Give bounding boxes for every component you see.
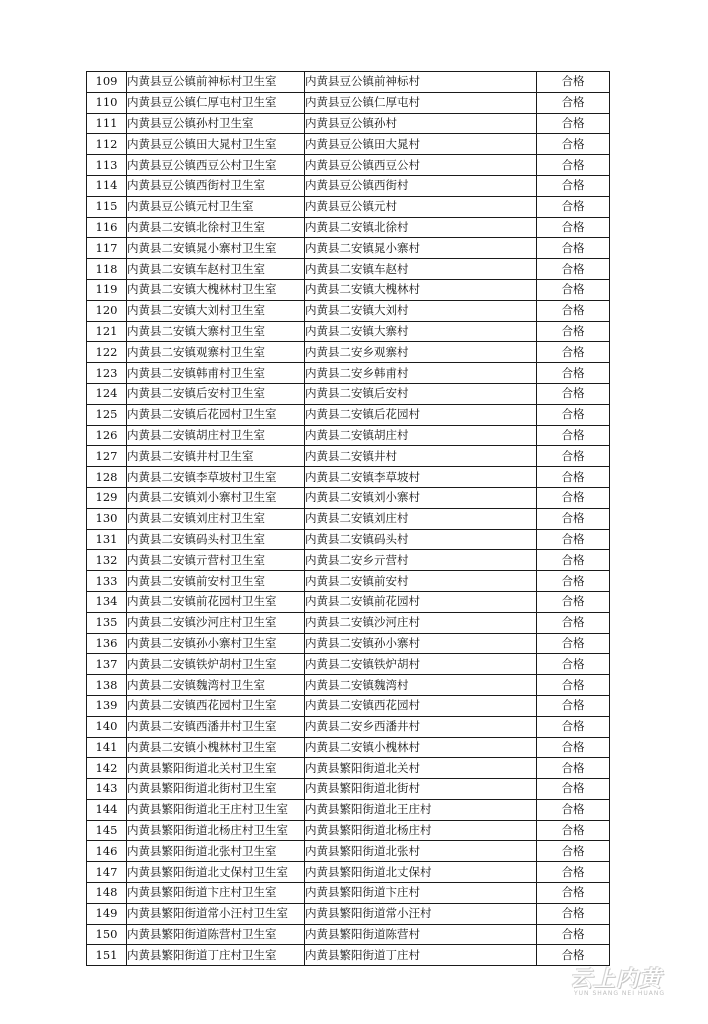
clinic-name-cell: 内黄县繁阳街道常小汪村卫生室: [127, 903, 305, 924]
result-cell: 合格: [537, 92, 610, 113]
clinic-address-cell: 内黄县豆公镇孙村: [305, 113, 537, 134]
table-row: [87, 820, 610, 841]
row-number-cell: 151: [87, 945, 127, 966]
row-number-cell: 150: [87, 924, 127, 945]
clinic-name-cell: 内黄县二安镇西潘井村卫生室: [127, 716, 305, 737]
clinic-name-cell: 内黄县二安镇北徐村卫生室: [127, 217, 305, 238]
clinic-name-cell: 内黄县二安镇刘庄村卫生室: [127, 508, 305, 529]
result-cell: 合格: [537, 716, 610, 737]
row-number-cell: 126: [87, 425, 127, 446]
row-number-cell: 134: [87, 591, 127, 612]
result-cell: 合格: [537, 342, 610, 363]
result-cell: 合格: [537, 467, 610, 488]
clinic-address-cell: 内黄县二安乡观寨村: [305, 342, 537, 363]
clinic-address-cell: 内黄县二安镇井村: [305, 446, 537, 467]
result-cell: 合格: [537, 72, 610, 93]
result-cell: 合格: [537, 550, 610, 571]
row-number-cell: 120: [87, 300, 127, 321]
table-row: [87, 155, 610, 176]
result-cell: 合格: [537, 737, 610, 758]
result-cell: 合格: [537, 571, 610, 592]
watermark-subtitle: YUN SHANG NEI HUANG: [574, 990, 666, 997]
row-number-cell: 112: [87, 134, 127, 155]
clinic-address-cell: 内黄县二安镇刘庄村: [305, 508, 537, 529]
result-cell: 合格: [537, 279, 610, 300]
clinic-name-cell: 内黄县二安镇井村卫生室: [127, 446, 305, 467]
clinic-address-cell: 内黄县二安镇后安村: [305, 383, 537, 404]
result-cell: 合格: [537, 633, 610, 654]
row-number-cell: 124: [87, 383, 127, 404]
table-row: [87, 363, 610, 384]
row-number-cell: 147: [87, 862, 127, 883]
clinic-address-cell: 内黄县繁阳街道卞庄村: [305, 883, 537, 904]
clinic-name-cell: 内黄县豆公镇前神标村卫生室: [127, 72, 305, 93]
result-cell: 合格: [537, 945, 610, 966]
clinic-address-cell: 内黄县二安镇前花园村: [305, 591, 537, 612]
clinic-address-cell: 内黄县二安镇晁小寨村: [305, 238, 537, 259]
result-cell: 合格: [537, 903, 610, 924]
clinic-address-cell: 内黄县二安镇车赵村: [305, 259, 537, 280]
table-row: [87, 862, 610, 883]
row-number-cell: 132: [87, 550, 127, 571]
result-cell: 合格: [537, 383, 610, 404]
result-cell: 合格: [537, 113, 610, 134]
result-cell: 合格: [537, 155, 610, 176]
table-row: [87, 591, 610, 612]
table-row: [87, 72, 610, 93]
clinic-name-cell: 内黄县豆公镇西街村卫生室: [127, 175, 305, 196]
clinic-address-cell: 内黄县二安镇孙小寨村: [305, 633, 537, 654]
row-number-cell: 128: [87, 467, 127, 488]
result-cell: 合格: [537, 300, 610, 321]
table-row: [87, 945, 610, 966]
clinic-address-cell: 内黄县二安镇前安村: [305, 571, 537, 592]
clinic-name-cell: 内黄县豆公镇孙村卫生室: [127, 113, 305, 134]
table-row: [87, 134, 610, 155]
table-row: [87, 550, 610, 571]
result-cell: 合格: [537, 675, 610, 696]
row-number-cell: 144: [87, 799, 127, 820]
clinic-address-cell: 内黄县二安镇码头村: [305, 529, 537, 550]
clinic-address-cell: 内黄县二安镇西花园村: [305, 695, 537, 716]
clinic-name-cell: 内黄县二安镇码头村卫生室: [127, 529, 305, 550]
result-cell: 合格: [537, 238, 610, 259]
clinic-name-cell: 内黄县豆公镇西豆公村卫生室: [127, 155, 305, 176]
clinic-name-cell: 内黄县繁阳街道陈营村卫生室: [127, 924, 305, 945]
table-row: [87, 737, 610, 758]
clinic-name-cell: 内黄县二安镇晁小寨村卫生室: [127, 238, 305, 259]
clinic-address-cell: 内黄县二安乡亓营村: [305, 550, 537, 571]
clinic-address-cell: 内黄县豆公镇前神标村: [305, 72, 537, 93]
clinic-name-cell: 内黄县繁阳街道卞庄村卫生室: [127, 883, 305, 904]
clinic-address-cell: 内黄县二安镇小槐林村: [305, 737, 537, 758]
row-number-cell: 116: [87, 217, 127, 238]
clinic-address-cell: 内黄县二安镇后花园村: [305, 404, 537, 425]
row-number-cell: 133: [87, 571, 127, 592]
result-cell: 合格: [537, 799, 610, 820]
table-row: [87, 924, 610, 945]
table-row: [87, 675, 610, 696]
row-number-cell: 130: [87, 508, 127, 529]
row-number-cell: 117: [87, 238, 127, 259]
table-row: [87, 654, 610, 675]
table-row: [87, 279, 610, 300]
table-row: [87, 633, 610, 654]
watermark-title: 云上内黄: [570, 967, 663, 992]
clinic-address-cell: 内黄县繁阳街道陈营村: [305, 924, 537, 945]
clinic-name-cell: 内黄县豆公镇元村卫生室: [127, 196, 305, 217]
table-row: [87, 404, 610, 425]
result-cell: 合格: [537, 404, 610, 425]
row-number-cell: 143: [87, 779, 127, 800]
result-cell: 合格: [537, 196, 610, 217]
row-number-cell: 135: [87, 612, 127, 633]
row-number-cell: 145: [87, 820, 127, 841]
result-cell: 合格: [537, 175, 610, 196]
clinic-address-cell: 内黄县二安镇铁炉胡村: [305, 654, 537, 675]
row-number-cell: 148: [87, 883, 127, 904]
clinic-address-cell: 内黄县繁阳街道北王庄村: [305, 799, 537, 820]
table-row: [87, 758, 610, 779]
row-number-cell: 122: [87, 342, 127, 363]
row-number-cell: 127: [87, 446, 127, 467]
clinic-address-cell: 内黄县二安镇胡庄村: [305, 425, 537, 446]
clinic-address-cell: 内黄县繁阳街道丁庄村: [305, 945, 537, 966]
clinic-address-cell: 内黄县豆公镇西豆公村: [305, 155, 537, 176]
table-row: [87, 92, 610, 113]
clinic-name-cell: 内黄县繁阳街道北关村卫生室: [127, 758, 305, 779]
clinic-address-cell: 内黄县二安镇大刘村: [305, 300, 537, 321]
clinic-name-cell: 内黄县二安镇李草坡村卫生室: [127, 467, 305, 488]
clinic-address-cell: 内黄县繁阳街道北杨庄村: [305, 820, 537, 841]
row-number-cell: 138: [87, 675, 127, 696]
result-cell: 合格: [537, 134, 610, 155]
table-row: [87, 238, 610, 259]
table-row: [87, 799, 610, 820]
clinic-name-cell: 内黄县二安镇大刘村卫生室: [127, 300, 305, 321]
row-number-cell: 110: [87, 92, 127, 113]
result-cell: 合格: [537, 758, 610, 779]
row-number-cell: 140: [87, 716, 127, 737]
watermark-logo: [570, 962, 680, 1006]
clinic-address-cell: 内黄县繁阳街道北关村: [305, 758, 537, 779]
result-cell: 合格: [537, 217, 610, 238]
table-body: [87, 72, 610, 966]
clinic-name-cell: 内黄县繁阳街道北街村卫生室: [127, 779, 305, 800]
table-row: [87, 695, 610, 716]
row-number-cell: 115: [87, 196, 127, 217]
clinic-name-cell: 内黄县二安镇车赵村卫生室: [127, 259, 305, 280]
table-row: [87, 571, 610, 592]
table-row: [87, 259, 610, 280]
result-cell: 合格: [537, 841, 610, 862]
result-cell: 合格: [537, 883, 610, 904]
clinic-address-cell: 内黄县豆公镇田大晁村: [305, 134, 537, 155]
clinic-name-cell: 内黄县二安镇魏湾村卫生室: [127, 675, 305, 696]
table-row: [87, 321, 610, 342]
result-cell: 合格: [537, 363, 610, 384]
clinic-address-cell: 内黄县豆公镇仁厚屯村: [305, 92, 537, 113]
clinic-name-cell: 内黄县二安镇沙河庄村卫生室: [127, 612, 305, 633]
row-number-cell: 125: [87, 404, 127, 425]
table-row: [87, 467, 610, 488]
row-number-cell: 111: [87, 113, 127, 134]
table-row: [87, 487, 610, 508]
clinic-name-cell: 内黄县繁阳街道北丈保村卫生室: [127, 862, 305, 883]
clinic-address-cell: 内黄县二安镇大槐林村: [305, 279, 537, 300]
clinic-name-cell: 内黄县二安镇后花园村卫生室: [127, 404, 305, 425]
table-row: [87, 508, 610, 529]
clinic-name-cell: 内黄县二安镇观寨村卫生室: [127, 342, 305, 363]
clinic-name-cell: 内黄县繁阳街道北张村卫生室: [127, 841, 305, 862]
clinic-name-cell: 内黄县繁阳街道丁庄村卫生室: [127, 945, 305, 966]
clinic-address-cell: 内黄县二安镇北徐村: [305, 217, 537, 238]
clinic-address-cell: 内黄县豆公镇西街村: [305, 175, 537, 196]
clinic-name-cell: 内黄县二安镇铁炉胡村卫生室: [127, 654, 305, 675]
result-cell: 合格: [537, 508, 610, 529]
table-row: [87, 841, 610, 862]
clinic-inspection-table: [86, 71, 610, 966]
row-number-cell: 137: [87, 654, 127, 675]
result-cell: 合格: [537, 259, 610, 280]
table-row: [87, 383, 610, 404]
clinic-address-cell: 内黄县二安镇刘小寨村: [305, 487, 537, 508]
result-cell: 合格: [537, 820, 610, 841]
table-row: [87, 425, 610, 446]
row-number-cell: 141: [87, 737, 127, 758]
row-number-cell: 118: [87, 259, 127, 280]
table-row: [87, 779, 610, 800]
clinic-address-cell: 内黄县二安乡韩甫村: [305, 363, 537, 384]
clinic-address-cell: 内黄县二安镇魏湾村: [305, 675, 537, 696]
clinic-name-cell: 内黄县二安镇韩甫村卫生室: [127, 363, 305, 384]
clinic-name-cell: 内黄县二安镇大槐林村卫生室: [127, 279, 305, 300]
clinic-name-cell: 内黄县二安镇前安村卫生室: [127, 571, 305, 592]
row-number-cell: 146: [87, 841, 127, 862]
row-number-cell: 139: [87, 695, 127, 716]
table-row: [87, 196, 610, 217]
result-cell: 合格: [537, 321, 610, 342]
row-number-cell: 142: [87, 758, 127, 779]
clinic-address-cell: 内黄县豆公镇元村: [305, 196, 537, 217]
clinic-address-cell: 内黄县繁阳街道北丈保村: [305, 862, 537, 883]
table-row: [87, 175, 610, 196]
table-row: [87, 903, 610, 924]
clinic-address-cell: 内黄县繁阳街道北张村: [305, 841, 537, 862]
result-cell: 合格: [537, 779, 610, 800]
row-number-cell: 131: [87, 529, 127, 550]
clinic-name-cell: 内黄县二安镇刘小寨村卫生室: [127, 487, 305, 508]
result-cell: 合格: [537, 487, 610, 508]
clinic-name-cell: 内黄县豆公镇仁厚屯村卫生室: [127, 92, 305, 113]
row-number-cell: 119: [87, 279, 127, 300]
result-cell: 合格: [537, 924, 610, 945]
row-number-cell: 123: [87, 363, 127, 384]
clinic-name-cell: 内黄县二安镇孙小寨村卫生室: [127, 633, 305, 654]
clinic-name-cell: 内黄县二安镇前花园村卫生室: [127, 591, 305, 612]
row-number-cell: 149: [87, 903, 127, 924]
clinic-address-cell: 内黄县二安镇大寨村: [305, 321, 537, 342]
row-number-cell: 114: [87, 175, 127, 196]
table-row: [87, 716, 610, 737]
result-cell: 合格: [537, 591, 610, 612]
table-row: [87, 529, 610, 550]
clinic-name-cell: 内黄县二安镇西花园村卫生室: [127, 695, 305, 716]
row-number-cell: 109: [87, 72, 127, 93]
table-row: [87, 446, 610, 467]
table-row: [87, 300, 610, 321]
clinic-name-cell: 内黄县繁阳街道北王庄村卫生室: [127, 799, 305, 820]
row-number-cell: 113: [87, 155, 127, 176]
clinic-name-cell: 内黄县二安镇胡庄村卫生室: [127, 425, 305, 446]
result-cell: 合格: [537, 612, 610, 633]
clinic-name-cell: 内黄县繁阳街道北杨庄村卫生室: [127, 820, 305, 841]
clinic-name-cell: 内黄县二安镇亓营村卫生室: [127, 550, 305, 571]
clinic-address-cell: 内黄县二安镇沙河庄村: [305, 612, 537, 633]
result-cell: 合格: [537, 862, 610, 883]
clinic-name-cell: 内黄县二安镇大寨村卫生室: [127, 321, 305, 342]
clinic-address-cell: 内黄县繁阳街道常小汪村: [305, 903, 537, 924]
clinic-address-cell: 内黄县二安乡西潘井村: [305, 716, 537, 737]
result-cell: 合格: [537, 695, 610, 716]
row-number-cell: 129: [87, 487, 127, 508]
table-row: [87, 883, 610, 904]
result-cell: 合格: [537, 425, 610, 446]
clinic-name-cell: 内黄县豆公镇田大晁村卫生室: [127, 134, 305, 155]
clinic-name-cell: 内黄县二安镇小槐林村卫生室: [127, 737, 305, 758]
table-row: [87, 217, 610, 238]
clinic-name-cell: 内黄县二安镇后安村卫生室: [127, 383, 305, 404]
clinic-address-cell: 内黄县繁阳街道北街村: [305, 779, 537, 800]
table-row: [87, 342, 610, 363]
table-row: [87, 612, 610, 633]
clinic-address-cell: 内黄县二安镇李草坡村: [305, 467, 537, 488]
row-number-cell: 121: [87, 321, 127, 342]
result-cell: 合格: [537, 446, 610, 467]
result-cell: 合格: [537, 529, 610, 550]
row-number-cell: 136: [87, 633, 127, 654]
table-row: [87, 113, 610, 134]
result-cell: 合格: [537, 654, 610, 675]
